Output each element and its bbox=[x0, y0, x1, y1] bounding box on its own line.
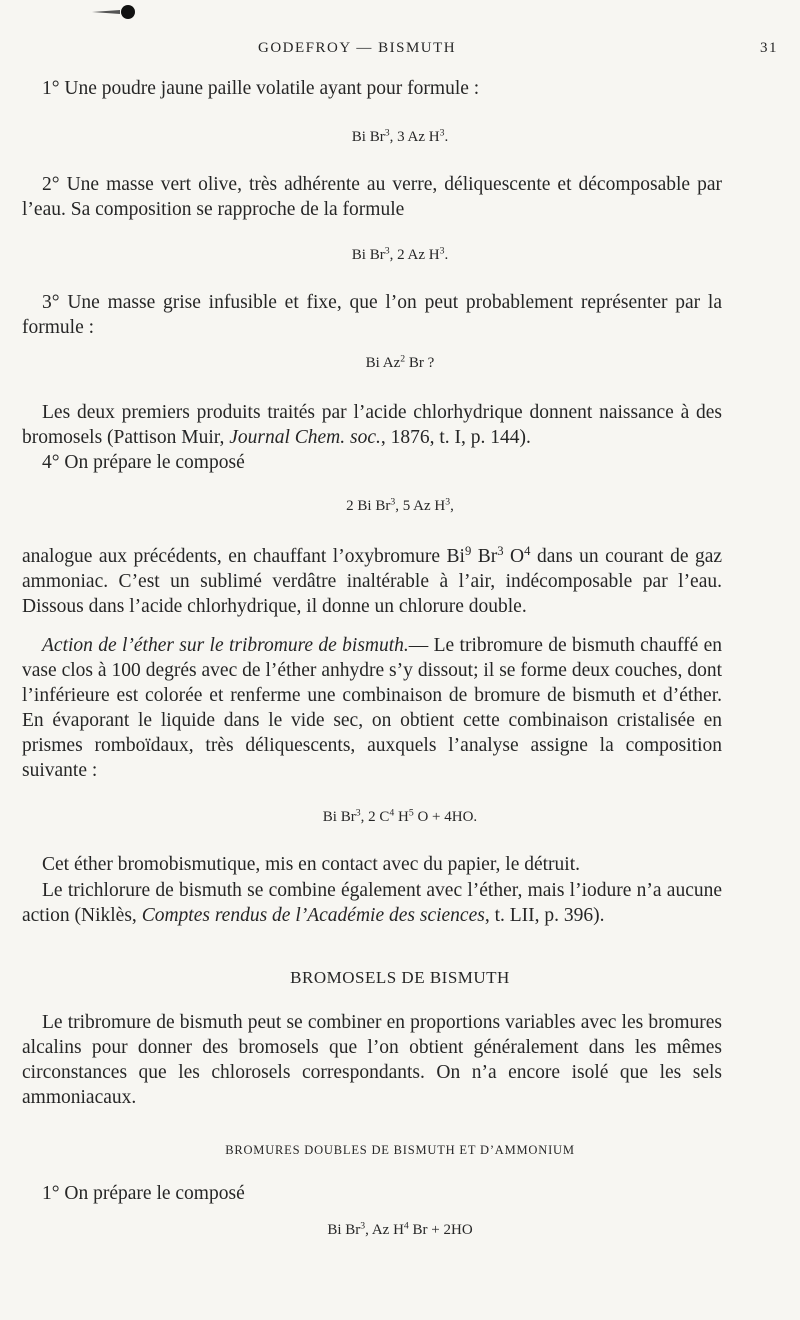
paragraph-bromosels: Le tribromure de bismuth peut se combiner en proportions variables avec les bromures alcalins pour donner des bromosels que l’on obtient généralement dans les mêmes circonstances que les chlorosels correspondants. On n’a encore isolé que les sels ammoniacaux. bbox=[22, 1012, 722, 1108]
paragraph-ether-action: Action de l’éther sur le tribromure de bismuth.— Le tribromure de bismuth chauffé en vase clos à 100 degrés avec de l’éther anhydre s’y dissout; il se forme deux couches, dont l’inférieure est colorée et renferme une combinaison de bromure de bismuth et d’éther. En évaporant le liquide dans le vide sec, on obtient cette combinaison cristalisée en prismes romboïdaux, très déliquescents, auxquels l’analyse assigne la composition suivante : bbox=[22, 635, 722, 781]
paragraph-item-3: 3° Une masse grise infusible et fixe, que l’on peut probablement représenter par la formule : bbox=[22, 292, 722, 338]
formula-4: 2 Bi Br$^3$, 5 Az $H^3$, bbox=[346, 496, 454, 514]
paragraph-oxybromure: analogue aux précédents, en chauffant l’oxybromure Bi$^9$ Br$^3$ $O^4$ dans un courant de gaz ammoniac. C’est un sublimé verdâtre inaltérable à l’air, indécomposable par l’eau. Dissous dans l’acide chlorhydrique, il donne un chlorure double. bbox=[22, 544, 723, 617]
section-title-bromosels: BROMOSELS DE BISMUTH bbox=[290, 968, 510, 987]
paragraph-item-2: 2° Une masse vert olive, très adhérente au verre, déliquescente et décomposable par l’eau. Sa composition se rapproche de la formule bbox=[22, 174, 722, 220]
paragraph-item-4: 4° On prépare le composé bbox=[42, 452, 245, 473]
formula-6: Bi Br$^3$, Az $H^4$ Br + 2HO bbox=[327, 1220, 473, 1238]
running-header bbox=[0, 40, 800, 60]
formula-5: Bi Br$^3$, 2 $C^4$ $H^5$ O + 4HO. bbox=[322, 807, 478, 825]
paragraph-trichlorure: Le trichlorure de bismuth se combine également avec l’éther, mais l’iodure n’a aucune action (Niklès, Comptes rendus de l’Académie des sciences, t. LII, p. 396). bbox=[22, 880, 722, 926]
ink-blot-decoration bbox=[92, 4, 136, 20]
paragraph-bromosels-note: Les deux premiers produits traités par l’acide chlorhydrique donnent naissance à des bromosels (Pattison Muir, Journal Chem. soc., 1876, t. I, p. 144). bbox=[22, 402, 722, 448]
paragraph-item-1: 1° Une poudre jaune paille volatile ayant pour formule : bbox=[42, 78, 480, 99]
formula-1: Bi Br$^3$, 3 Az $H^3$. bbox=[351, 127, 449, 145]
section-heading-ether: Action de l’éther sur le tribromure de bismuth. bbox=[42, 635, 409, 656]
subsection-title-bromures-doubles: BROMURES DOUBLES DE BISMUTH ET D’AMMONIUM bbox=[225, 1143, 575, 1157]
running-title: GODEFROY — BISMUTH bbox=[258, 40, 457, 56]
formula-2: Bi Br$^3$, 2 Az $H^3$. bbox=[351, 245, 449, 263]
formula-3: Bi Az$^2$ Br ? bbox=[365, 353, 435, 371]
paragraph-ether-bromobismutique: Cet éther bromobismutique, mis en contact avec du papier, le détruit. bbox=[42, 854, 581, 875]
paragraph-item-1-compose: 1° On prépare le composé bbox=[42, 1183, 245, 1204]
page-number: 31 bbox=[760, 40, 778, 56]
